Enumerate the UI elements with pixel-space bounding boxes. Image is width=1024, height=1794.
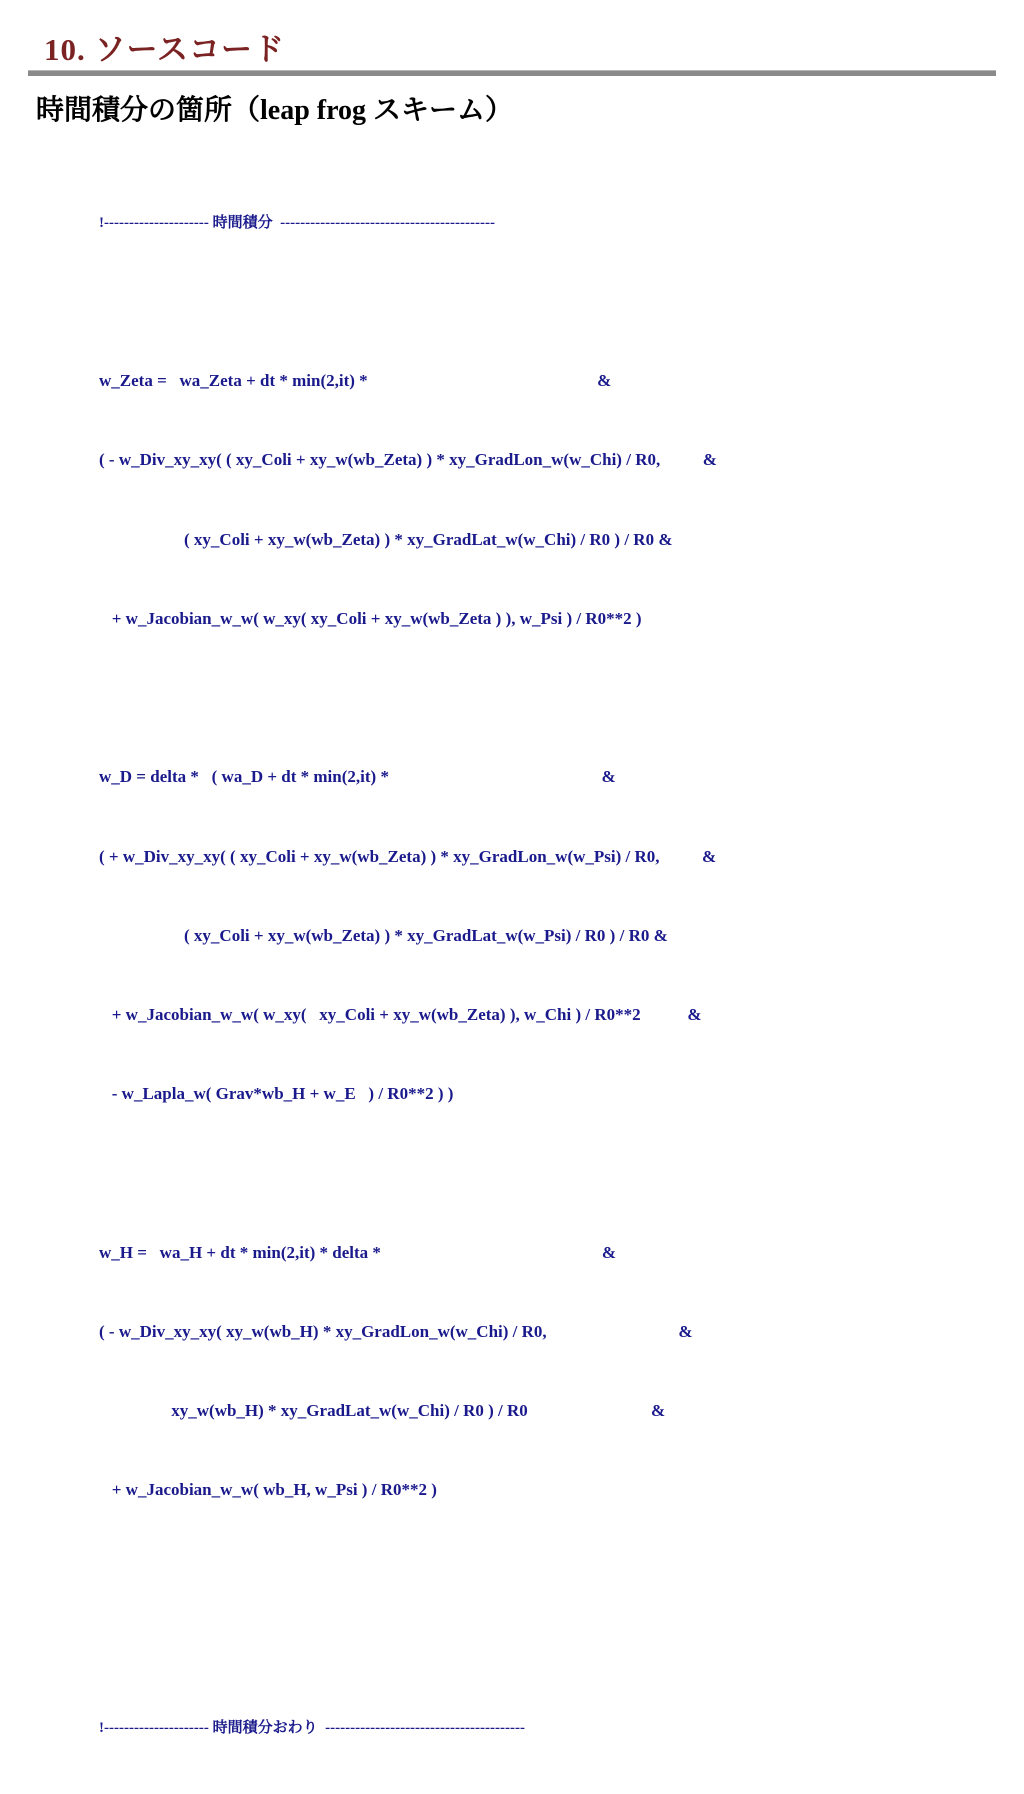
slide-subtitle: 時間積分の箇所（leap frog スキーム） (36, 95, 514, 126)
code-line (99, 1636, 999, 1662)
code-line (99, 1160, 999, 1186)
code-line: + w_Jacobian_w_w( w_xy( xy_Coli + xy_w(wb_Zeta ) ), w_Psi ) / R0**2 ) (99, 608, 642, 628)
code-line: ( xy_Coli + xy_w(wb_Zeta) ) * xy_GradLat_w(w_Psi) / R0 ) / R0 & (99, 925, 668, 945)
code-line: ( xy_Coli + xy_w(wb_Zeta) ) * xy_GradLat_w(w_Chi) / R0 ) / R0 & (99, 529, 673, 549)
title-divider (28, 70, 996, 76)
code-line: w_Zeta = wa_Zeta + dt * min(2,it) * & (99, 371, 612, 391)
code-line: !--------------------- 時間積分 ------------------------------------------- (99, 214, 495, 231)
code-line: !--------------------- 時間積分おわり ---------------------------------------- (99, 1719, 525, 1736)
code-line: - w_Lapla_w( Grav*wb_H + w_E ) / R0**2 ) ) (99, 1084, 454, 1104)
code-line: + w_Jacobian_w_w( w_xy( xy_Coli + xy_w(wb_Zeta) ), w_Chi ) / R0**2 & (99, 1004, 702, 1024)
source-code-block (99, 157, 999, 1794)
code-line (99, 1556, 999, 1582)
code-line (99, 685, 999, 711)
code-line: ( - w_Div_xy_xy( xy_w(wb_H) * xy_GradLon_w(w_Chi) / R0, & (99, 1321, 693, 1341)
code-line (99, 289, 999, 315)
code-line: w_D = delta * ( wa_D + dt * min(2,it) * & (99, 767, 616, 787)
code-line: xy_w(wb_H) * xy_GradLat_w(w_Chi) / R0 ) / R0 & (99, 1401, 666, 1421)
code-line: + w_Jacobian_w_w( wb_H, w_Psi ) / R0**2 ) (99, 1480, 437, 1500)
code-line: ( + w_Div_xy_xy( ( xy_Coli + xy_w(wb_Zeta) ) * xy_GradLon_w(w_Psi) / R0, & (99, 846, 717, 866)
code-line: ( - w_Div_xy_xy( ( xy_Coli + xy_w(wb_Zeta) ) * xy_GradLon_w(w_Chi) / R0, & (99, 450, 717, 470)
code-line: w_H = wa_H + dt * min(2,it) * delta * & (99, 1242, 617, 1262)
page-title: 10. ソースコード (44, 32, 285, 67)
